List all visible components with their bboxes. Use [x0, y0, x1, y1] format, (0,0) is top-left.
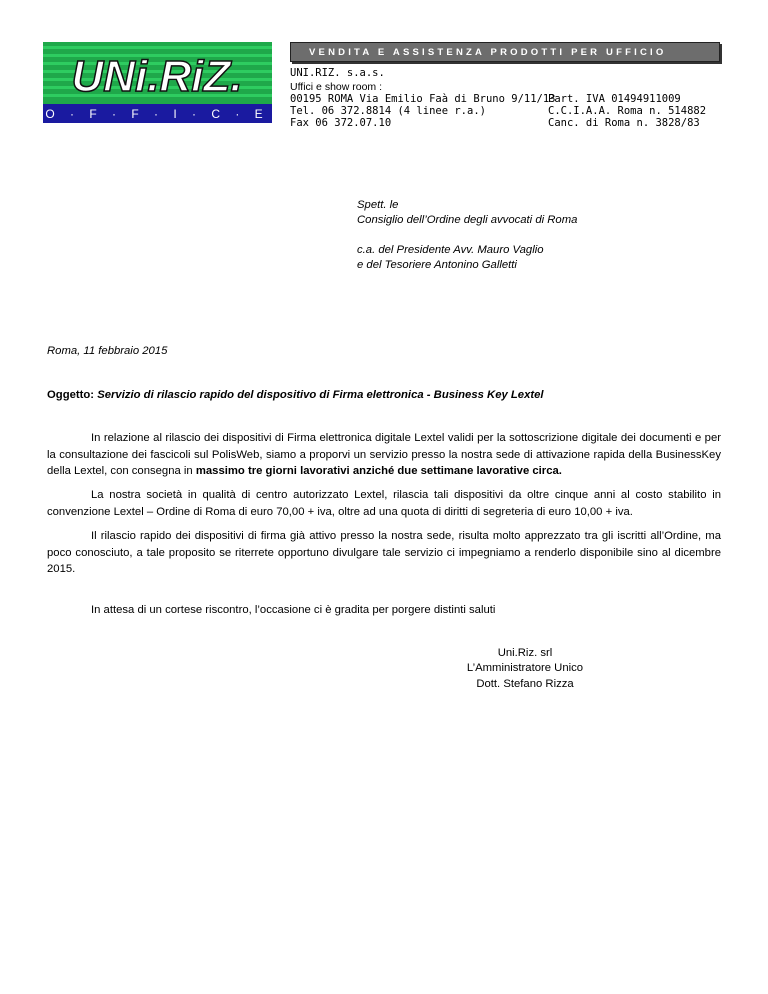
telephone: Tel. 06 372.8814 (4 linee r.a.): [290, 105, 486, 117]
signature-role: L’Amministratore Unico: [466, 662, 584, 674]
company-name: UNI.RIZ. s.a.s.: [290, 67, 385, 79]
logo-subtext: O · F · F · I · C · E: [45, 107, 269, 121]
paragraph-3: Il rilascio rapido dei dispositivi di firma già attivo presso la nostra sede, risulta molto apprezzato tra gli iscritti all’Ordine, ma poco conosciuto, a tale proposito se riterrete opportuno divulgare tale servizio ci impegniamo a renderlo disponibile sino al dicembre 2015.: [47, 530, 721, 575]
fax: Fax 06 372.07.10: [290, 117, 392, 129]
cciaa-number: C.C.I.A.A. Roma n. 514882: [548, 105, 707, 117]
address: 00195 ROMA Via Emilio Faà di Bruno 9/11/13: [290, 93, 556, 105]
recipient-line-4: e del Tesoriere Antonino Galletti: [357, 259, 517, 271]
subject-text: Servizio di rilascio rapido del dispositivo di Firma elettronica - Business Key Lextel: [97, 389, 544, 401]
company-logo: [43, 42, 272, 123]
signature-company: Uni.Riz. srl: [497, 647, 553, 659]
tagline-bar: VENDITA E ASSISTENZA PRODOTTI PER UFFICIO: [290, 42, 720, 62]
vat-number: Part. IVA 01494911009: [548, 93, 681, 105]
recipient-line-2: Consiglio dell’Ordine degli avvocati di Roma: [357, 214, 578, 226]
paragraph-4: In attesa di un cortese riscontro, l’occasione ci è gradita per porgere distinti saluti: [91, 604, 496, 616]
paragraph-1-text: In relazione al rilascio dei dispositivi di Firma elettronica digitale Lextel validi per la sottoscrizione digitale dei documenti e per la consultazione dei fascicoli sul PolisWeb, siamo a proporvi un servizio presso la nostra sede di attivazione rapida della BusinessKey della Lextel, con consegna in: [47, 432, 721, 477]
recipient-line-3: c.a. del Presidente Avv. Mauro Vaglio: [357, 244, 544, 256]
logo-text: UNi.RiZ.: [71, 52, 243, 101]
letter-date: Roma, 11 febbraio 2015: [47, 345, 168, 357]
recipient-line-1: Spett. le: [357, 199, 399, 211]
subject-label: Oggetto:: [47, 389, 95, 401]
paragraph-2: La nostra società in qualità di centro autorizzato Lextel, rilascia tali dispositivi da oltre cinque anni al costo stabilito in convenzione Lextel – Ordine di Roma di euro 70,00 + iva, oltre ad una quota di diritti di segreteria di euro 10,00 + iva.: [47, 489, 721, 518]
canc-number: Canc. di Roma n. 3828/83: [548, 117, 700, 129]
showroom-label: Uffici e show room :: [290, 81, 383, 93]
paragraph-1: [47, 430, 721, 480]
logo-graphic: [43, 42, 272, 123]
subject-line: [47, 387, 544, 404]
signature-name: Dott. Stefano Rizza: [476, 678, 574, 690]
paragraph-1-bold: massimo tre giorni lavorativi anziché due settimane lavorative circa.: [195, 465, 562, 477]
